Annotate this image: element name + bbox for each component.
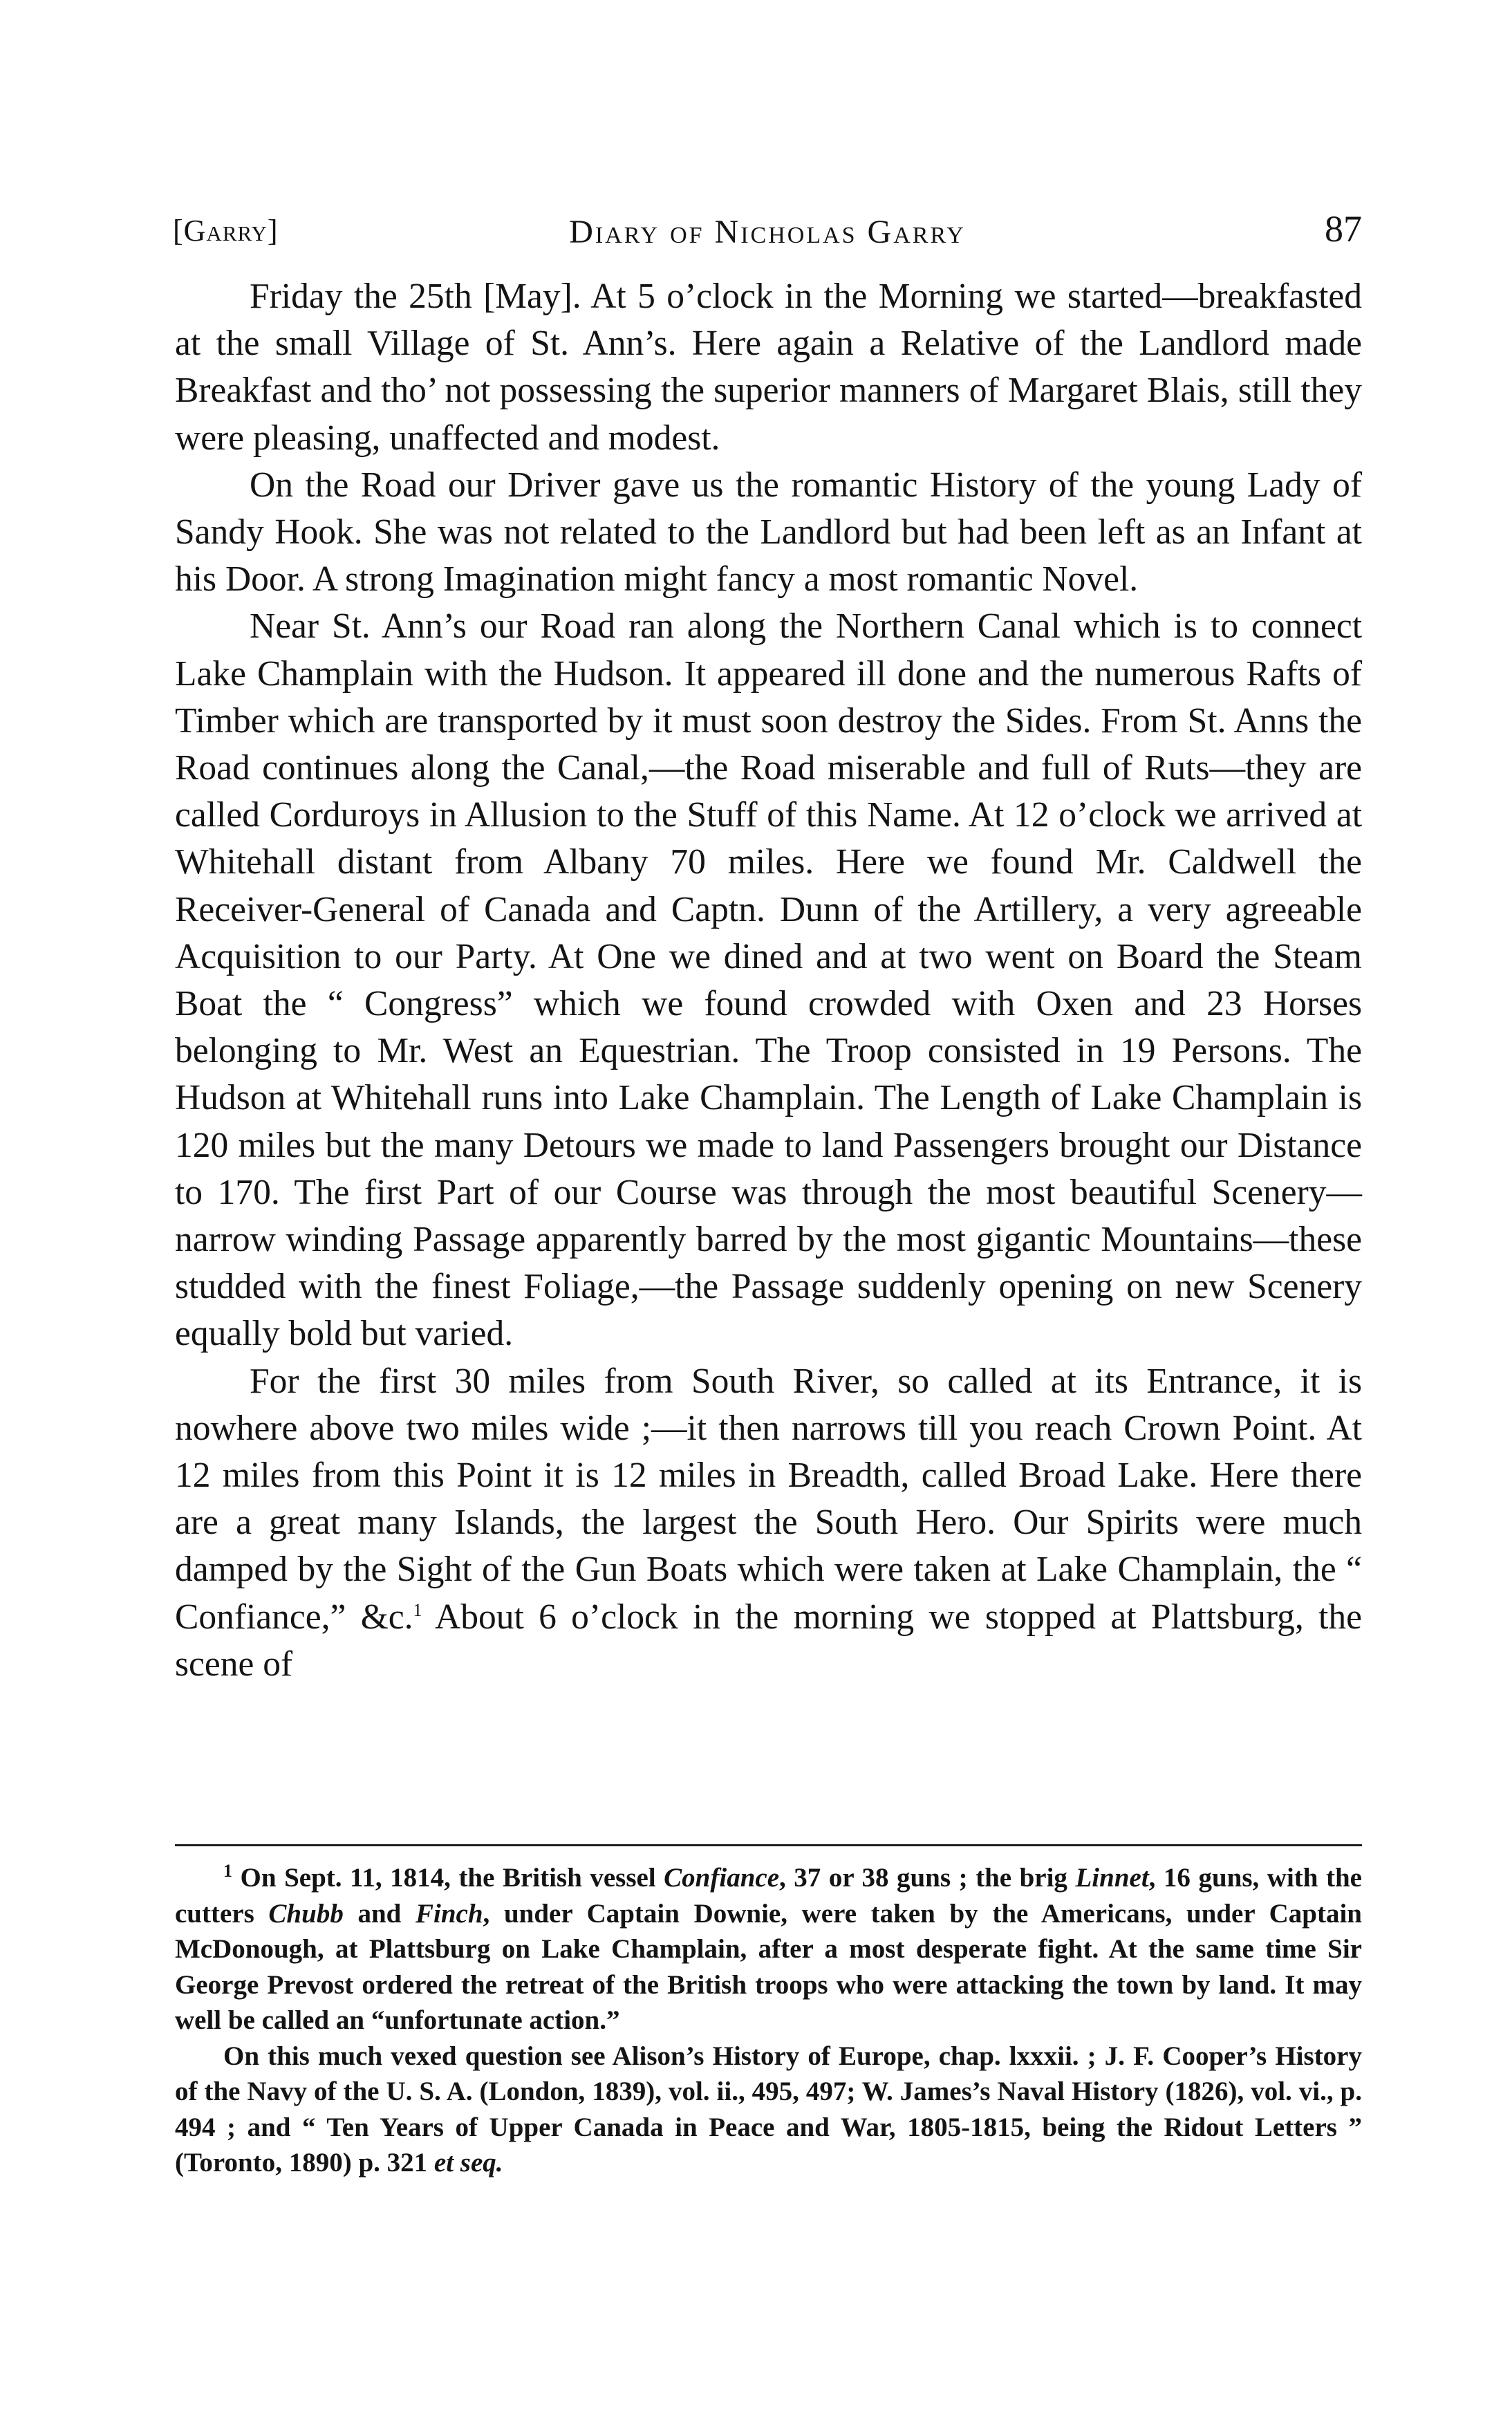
footnote-text: On this much vexed question see Alison’s History of Europe, chap. lxxxii. ; J. F. Cooper’s History of the Navy of the U. S. A. (London, 1839), vol. ii., 495, 497; W. James’s Naval History (1826), vol. vi., p. 494 ; and “ Ten Years of Upper Canada in Peace and War, 1805-1815, being the Ridout Letters ” (Toronto, 1890) p. 321 <box>175 2041 1362 2178</box>
footnote-marker: 1 <box>223 1861 232 1881</box>
footnote-text: , 37 or 38 guns ; the brig <box>779 1863 1076 1893</box>
paragraph <box>175 1358 1362 1688</box>
footnote-text: On Sept. 11, 1814, the British vessel <box>240 1863 664 1893</box>
footnote-text: , under Captain Downie, were taken by the Americans, under Captain McDonough, at Plattsburg on Lake Champlain, after a most desperate fight. At the same time Sir George Prevost ordered the retreat of the British troops who were attacking the town by land. It may well be called an “unfortunate action.” <box>175 1898 1362 2035</box>
footnote-reference: 1 <box>413 1599 422 1620</box>
paragraph: Friday the 25th [May]. At 5 o’clock in the Morning we started—breakfasted at the small Village of St. Ann’s. Here again a Relative of the Landlord made Breakfast and tho’ not possessing the superior manners of Margaret Blais, still they were pleasing, unaffected and modest. <box>175 277 1362 458</box>
main-text <box>175 273 1362 1688</box>
ship-name: Chubb <box>268 1898 344 1929</box>
footnotes <box>175 1860 1362 2181</box>
footnote <box>175 1860 1362 2039</box>
paragraph: On the Road our Driver gave us the romantic History of the young Lady of Sandy Hook. She was not related to the Landlord but had been left as an Infant at his Door. A strong Imagination might fancy a most romantic Novel. <box>175 465 1362 600</box>
paragraph-text: For the first 30 miles from South River, so called at its Entrance, it is nowhere above two miles wide ;—it then narrows till you reach Crown Point. At 12 miles from this Point it is 12 miles in Breadth, called Broad Lake. Here there are a great many Islands, the largest the South Hero. Our Spirits were much damped by the Sight of the Gun Boats which were taken at Lake Champlain, the “ Confiance,” &c. <box>175 1361 1362 1637</box>
page-number: 87 <box>1325 208 1362 250</box>
ship-name: Linnet <box>1075 1863 1149 1893</box>
ship-name: Finch <box>416 1898 483 1929</box>
running-head-title: Diary of Nicholas Garry <box>569 214 966 250</box>
footnote-text: , 16 guns, with the cutters <box>175 1863 1362 1929</box>
ship-name: Confiance <box>664 1863 780 1893</box>
running-head <box>173 206 1362 261</box>
paragraph-text: About 6 o’clock in the morning we stopped at Plattsburg, the scene of <box>175 1597 1362 1684</box>
footnote-continuation <box>175 2039 1362 2181</box>
footnote-latin: et seq. <box>433 2148 503 2178</box>
paragraph: Near St. Ann’s our Road ran along the Northern Canal which is to connect Lake Champlain with the Hudson. It appeared ill done and the numerous Rafts of Timber which are transported by it must soon destroy the Sides. From St. Anns the Road continues along the Canal,—the Road miserable and full of Ruts—they are called Corduroys in Allusion to the Stuff of this Name. At 12 o’clock we arrived at Whitehall distant from Albany 70 miles. Here we found Mr. Caldwell the Receiver-General of Canada and Captn. Dunn of the Artillery, a very agreeable Acquisition to our Party. At One we dined and at two went on Board the Steam Boat the “ Congress” which we found crowded with Oxen and 23 Horses belonging to Mr. West an Equestrian. The Troop consisted in 19 Persons. The Hudson at Whitehall runs into Lake Champlain. The Length of Lake Champlain is 120 miles but the many Detours we made to land Passengers brought our Distance to 170. The first Part of our Course was through the most beautiful Scenery—narrow winding Passage apparently barred by the most gigantic Mountains—these studded with the finest Foliage,—the Passage suddenly opening on new Scenery equally bold but varied. <box>175 606 1362 1354</box>
footnote-text: and <box>343 1898 416 1929</box>
footnote-divider <box>175 1844 1362 1846</box>
running-head-author: [Garry] <box>173 214 279 248</box>
